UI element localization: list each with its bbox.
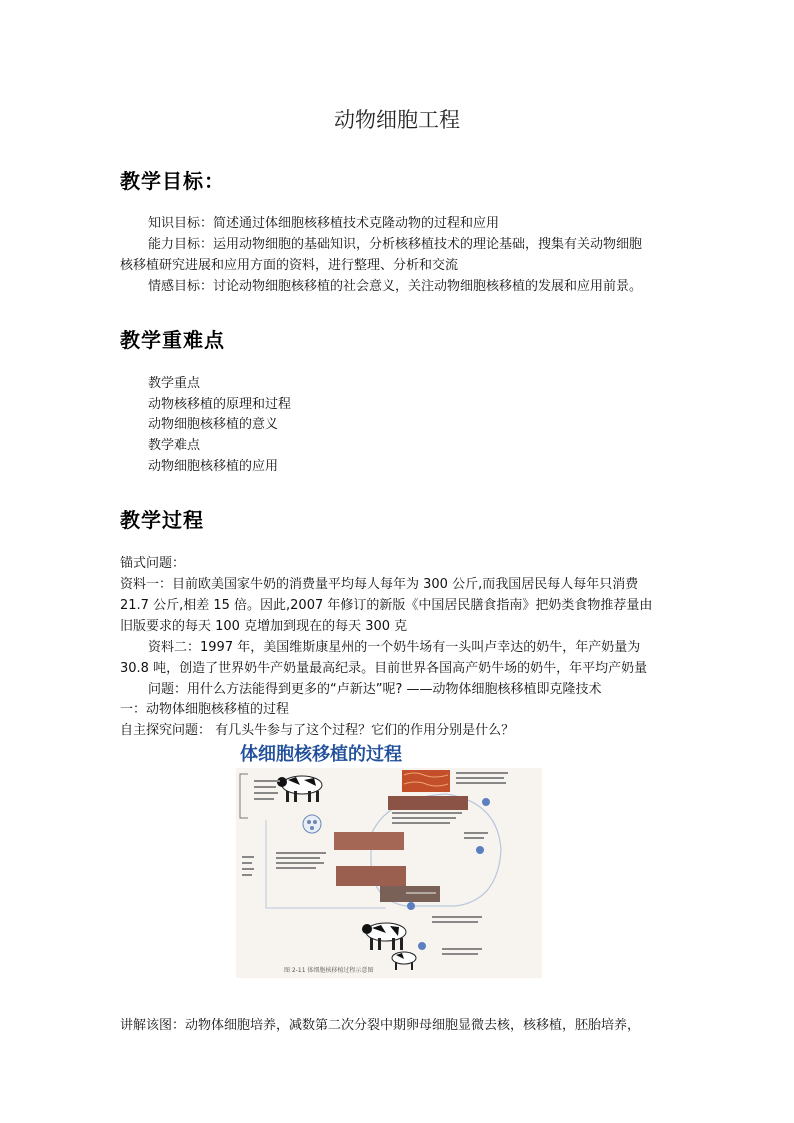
subsection-heading: 一：动物体细胞核移植的过程: [120, 702, 290, 717]
key-point-item: 教学难点: [148, 438, 201, 453]
question-line: 问题：用什么方法能得到更多的“卢新达”呢? ——动物体细胞核移植即克隆技术: [148, 682, 602, 697]
material-two-line2: 30.8 吨，创造了世界奶牛产奶量最高纪录。目前世界各国高产奶牛场的奶牛，年平均产奶量: [120, 661, 648, 676]
key-point-item: 教学重点: [148, 376, 201, 391]
material-one-line1: 资料一：目前欧美国家牛奶的消费量平均每人每年为 300 公斤,而我国居民每人每年只消费: [120, 577, 639, 592]
inquiry-question: 自主探究问题： 有几头牛参与了这个过程？它们的作用分别是什么？: [120, 723, 515, 738]
key-point-item: 动物核移植的原理和过程: [148, 397, 292, 412]
key-point-item: 动物细胞核移植的意义: [148, 417, 279, 432]
emotion-objective: 情感目标：讨论动物细胞核移植的社会意义，关注动物细胞核移植的发展和应用前景。: [148, 279, 643, 294]
process-heading: 教学过程: [120, 508, 204, 532]
panel-injection: [334, 832, 404, 850]
material-one-line2: 21.7 公斤,相差 15 倍。因此,2007 年修订的新版《中国居民膳食指南》把奶类食物推荐量由: [120, 598, 653, 613]
key-point-item: 动物细胞核移植的应用: [148, 459, 279, 474]
document-title: 动物细胞工程: [334, 108, 460, 132]
objectives-heading: 教学目标：: [120, 169, 225, 193]
panel-embryo: [380, 886, 440, 902]
key-points-heading: 教学重难点: [120, 328, 225, 352]
panel-enucleation: [388, 796, 468, 810]
knowledge-objective: 知识目标：简述通过体细胞核移植技术克隆动物的过程和应用: [148, 216, 500, 231]
cell-cluster: [303, 815, 321, 833]
figure-banner: 体细胞核移植的过程: [240, 744, 402, 765]
panel-fusion: [336, 866, 406, 886]
ability-objective-line1: 能力目标：运用动物细胞的基础知识，分析核移植技术的理论基础，搜集有关动物细胞: [148, 237, 643, 252]
figure-caption: 图 2-11 体细胞核移植过程示意图: [284, 967, 374, 974]
explain-line: 讲解该图：动物体细胞培养，减数第二次分裂中期卵母细胞显微去核，核移植，胚胎培养，: [120, 1018, 641, 1033]
material-one-line3: 旧版要求的每天 100 克增加到现在的每天 300 克: [120, 619, 408, 634]
nuclear-transfer-figure: [236, 740, 542, 978]
ability-objective-line2: 核移植研究进展和应用方面的资料，进行整理、分析和交流: [120, 258, 459, 273]
anchor-question: 锚式问题：: [120, 556, 186, 571]
material-two-line1: 资料二：1997 年，美国维斯康星州的一个奶牛场有一头叫卢幸达的奶牛，年产奶量为: [148, 640, 641, 655]
